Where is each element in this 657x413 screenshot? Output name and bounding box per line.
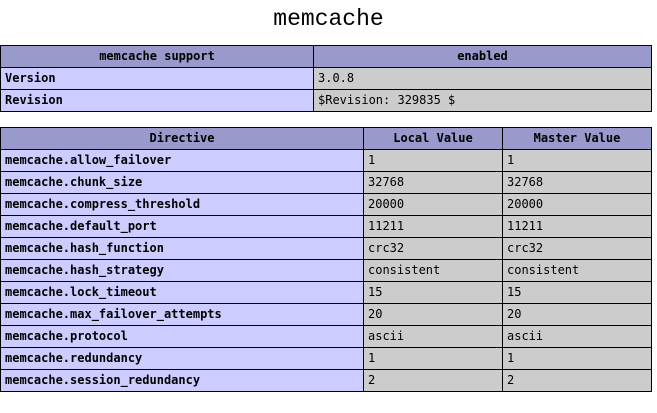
- row-value-cell: 3.0.8: [314, 68, 652, 90]
- directive-cell: memcache.lock_timeout: [1, 282, 364, 304]
- directive-cell: memcache.compress_threshold: [1, 194, 364, 216]
- table-row: [1, 216, 652, 238]
- master-value-cell: 32768: [503, 172, 652, 194]
- table-row: [1, 304, 652, 326]
- master-value-cell: 2: [503, 370, 652, 392]
- table-row: [1, 370, 652, 392]
- directive-cell: memcache.allow_failover: [1, 150, 364, 172]
- local-value-cell: 1: [364, 150, 503, 172]
- table-row: [1, 260, 652, 282]
- local-value-cell: 15: [364, 282, 503, 304]
- local-value-cell: consistent: [364, 260, 503, 282]
- header-cell-enabled: enabled: [314, 46, 652, 68]
- table-row: [1, 282, 652, 304]
- table-header-row: [1, 46, 652, 68]
- directive-cell: memcache.default_port: [1, 216, 364, 238]
- local-value-cell: 11211: [364, 216, 503, 238]
- header-cell-directive: Directive: [1, 128, 364, 150]
- master-value-cell: 20: [503, 304, 652, 326]
- master-value-cell: consistent: [503, 260, 652, 282]
- table-row: [1, 194, 652, 216]
- master-value-cell: 1: [503, 150, 652, 172]
- master-value-cell: ascii: [503, 326, 652, 348]
- local-value-cell: 20: [364, 304, 503, 326]
- directive-cell: memcache.hash_strategy: [1, 260, 364, 282]
- table-row: [1, 90, 652, 112]
- header-cell-support: memcache support: [1, 46, 314, 68]
- master-value-cell: 1: [503, 348, 652, 370]
- table-row: [1, 172, 652, 194]
- directive-cell: memcache.redundancy: [1, 348, 364, 370]
- local-value-cell: ascii: [364, 326, 503, 348]
- row-label-cell: Revision: [1, 90, 314, 112]
- table-row: [1, 68, 652, 90]
- master-value-cell: 15: [503, 282, 652, 304]
- local-value-cell: 20000: [364, 194, 503, 216]
- directive-cell: memcache.protocol: [1, 326, 364, 348]
- master-value-cell: 20000: [503, 194, 652, 216]
- directive-cell: memcache.session_redundancy: [1, 370, 364, 392]
- master-value-cell: 11211: [503, 216, 652, 238]
- table-row: [1, 326, 652, 348]
- directive-cell: memcache.max_failover_attempts: [1, 304, 364, 326]
- header-cell-master-value: Master Value: [503, 128, 652, 150]
- header-cell-local-value: Local Value: [364, 128, 503, 150]
- directives-table: [0, 127, 652, 392]
- table-row: [1, 348, 652, 370]
- directive-cell: memcache.chunk_size: [1, 172, 364, 194]
- master-value-cell: crc32: [503, 238, 652, 260]
- directive-cell: memcache.hash_function: [1, 238, 364, 260]
- page-title: memcache: [273, 6, 384, 32]
- local-value-cell: 2: [364, 370, 503, 392]
- table-header-row: [1, 128, 652, 150]
- table-row: [1, 238, 652, 260]
- local-value-cell: 1: [364, 348, 503, 370]
- local-value-cell: crc32: [364, 238, 503, 260]
- local-value-cell: 32768: [364, 172, 503, 194]
- memcache-support-table: [0, 45, 652, 112]
- row-label-cell: Version: [1, 68, 314, 90]
- table-row: [1, 150, 652, 172]
- row-value-cell: $Revision: 329835 $: [314, 90, 652, 112]
